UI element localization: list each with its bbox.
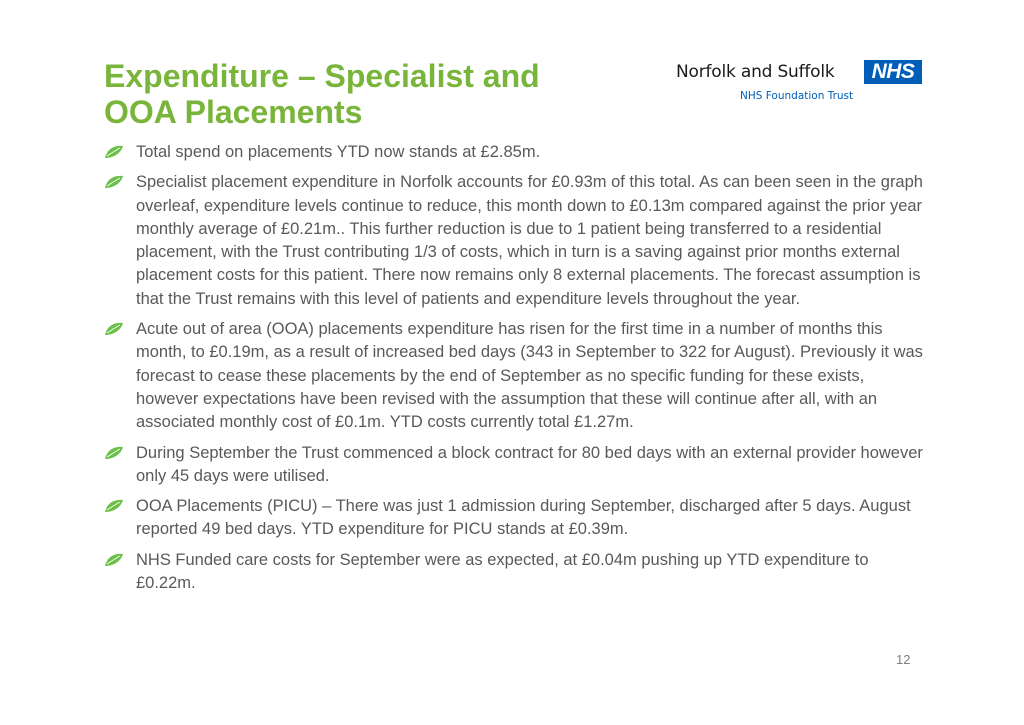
nhs-logo — [676, 60, 926, 104]
leaf-icon — [104, 446, 124, 460]
slide-title-line2: OOA Placements — [104, 94, 363, 130]
bullet-text: NHS Funded care costs for September were as expected, at £0.04m pushing up YTD expenditure to £0.22m. — [136, 550, 869, 593]
bullet-text: OOA Placements (PICU) – There was just 1 admission during September, discharged after 5 days. August reported 49 bed days. YTD expenditure for PICU stands at £0.39m. — [136, 497, 911, 539]
bullet-item — [104, 442, 924, 489]
leaf-icon — [104, 553, 124, 567]
bullet-item — [104, 549, 924, 596]
bullet-text: Acute out of area (OOA) placements expenditure has risen for the first time in a number of months this month, to £0.19m, as a result of increased bed days (343 in September to 322 for August). Previously it was forecast to cease these placements by the end of September as no specific funding for these exists, however expectations have been revised with the assumption that these will continue after all, with an associated monthly cost of £0.1m. YTD costs currently total £1.27m. — [136, 320, 923, 432]
leaf-icon — [104, 175, 124, 189]
bullet-item — [104, 171, 924, 311]
leaf-icon — [104, 145, 124, 159]
bullet-list — [104, 141, 924, 602]
slide-title — [104, 58, 624, 130]
slide-title-line1: Expenditure – Specialist and — [104, 58, 540, 94]
bullet-item — [104, 495, 924, 542]
leaf-icon — [104, 499, 124, 513]
bullet-item — [104, 318, 924, 434]
logo-subtitle: NHS Foundation Trust — [740, 90, 854, 102]
page-number: 12 — [896, 652, 911, 667]
bullet-text: Specialist placement expenditure in Norfolk accounts for £0.93m of this total. As can been seen in the graph overleaf, expenditure levels continue to reduce, this month down to £0.13m compared against the prior year monthly average of £0.21m.. This further reduction is due to 1 patient being transferred to a residential placement, with the Trust contributing 1/3 of costs, which in turn is a saving against prior months external placement costs for this patient. There now remains only 8 external placements. The forecast assumption is that the Trust remains with this level of patients and expenditure levels throughout the year. — [136, 173, 923, 308]
bullet-text: Total spend on placements YTD now stands at £2.85m. — [136, 143, 541, 161]
nhs-badge: NHS — [864, 60, 922, 84]
leaf-icon — [104, 322, 124, 336]
bullet-text: During September the Trust commenced a block contract for 80 bed days with an external provider however only 45 days were utilised. — [136, 443, 923, 485]
bullet-item — [104, 141, 924, 164]
logo-org-name: Norfolk and Suffolk — [676, 62, 835, 82]
